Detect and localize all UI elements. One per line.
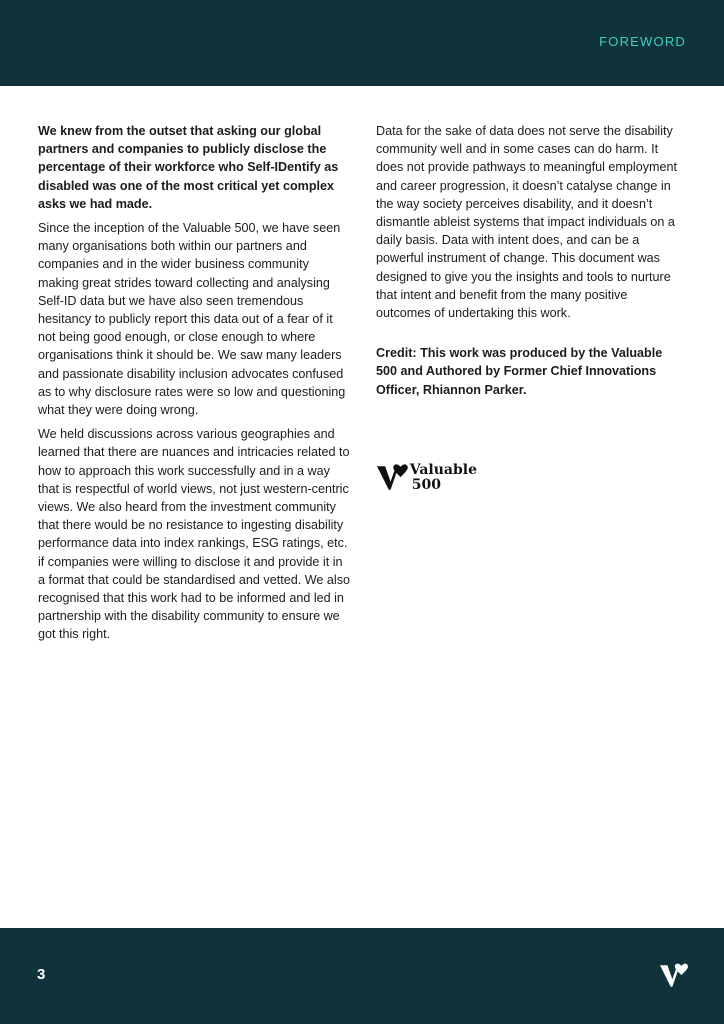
intro-paragraph: We knew from the outset that asking our global partners and companies to publicly disclose the percentage of their workforce who Self-IDentify as disabled was one of the most critical yet complex asks we had made. — [38, 124, 339, 211]
body-paragraph-2: We held discussions across various geographies and learned that there are nuances and intricacies related to how to approach this work successfully and in a way that is respectful of world views, not just western-centric views. We also heard from the investment community that there would be no resistance to ingesting disability performance data into index rankings, ESG ratings, etc. if companies were willing to disclose it and provide it in a format that could be standardised and vetted. We also recognised that this work had to be informed and led in partnership with the disability community to ensure we got this right. — [38, 427, 351, 642]
footer-logo-mark-icon — [660, 963, 688, 989]
left-column — [38, 122, 350, 650]
page-footer — [0, 928, 724, 1024]
right-column — [376, 122, 682, 399]
body-paragraph-3: Data for the sake of data does not serve the disability community well and in some cases can do harm. It does not provide pathways to meaningful employment and career progression, it doesn’t catalyse change in the way society perceives disability, and it doesn’t dismantle ableist systems that impact individuals on a daily basis. Data with intent does, and can be a powerful instrument of change. This document was designed to give you the insights and tools to nurture that intent and benefit from the many positive outcomes of undertaking this work. — [376, 124, 678, 321]
section-label: FOREWORD — [599, 34, 686, 49]
page-number: 3 — [37, 966, 46, 983]
page-header — [0, 0, 724, 86]
logo-wordmark — [410, 463, 477, 493]
logo-text-line2: 500 — [411, 477, 441, 493]
body-paragraph-1: Since the inception of the Valuable 500, we have seen many organisations both within our partners and companies and in the wider business community making great strides toward collecting and analysing Self-ID data but we have also seen tremendous hesitancy to publicly report this data out of a fear of it not being good enough, or close enough to where organisations think it should be. We saw many leaders and passionate disability inclusion advocates confused as to why disclosure rates were so low and questioning what they were doing wrong. — [38, 221, 346, 418]
logo-text-line1: Valuable — [409, 462, 477, 478]
valuable500-v-heart-icon — [377, 463, 408, 493]
valuable500-logo — [377, 463, 477, 495]
credit-note: Credit: This work was produced by the Valuable 500 and Authored by Former Chief Innovations Officer, Rhiannon Parker. — [376, 346, 663, 397]
